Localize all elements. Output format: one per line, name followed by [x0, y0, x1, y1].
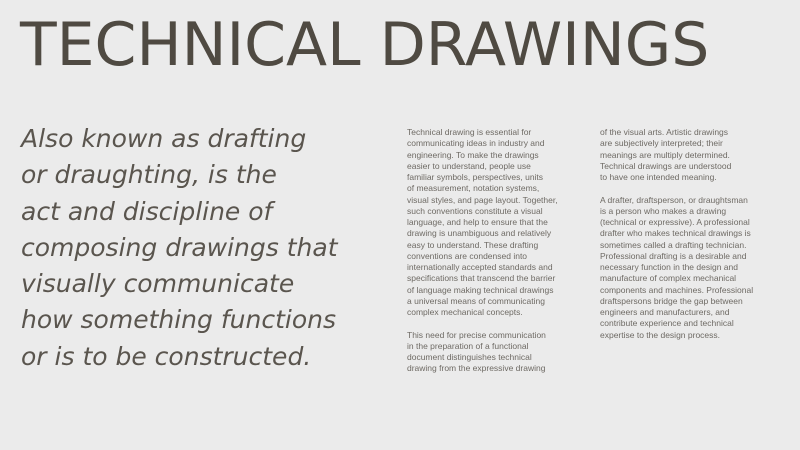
body-line: easy to understand. These drafting — [407, 239, 539, 250]
body-line: drafter who makes technical drawings is — [600, 228, 751, 239]
body-line: internationally accepted standards and — [407, 262, 553, 272]
body-line: is a person who makes a drawing — [600, 205, 727, 216]
lead-line: visually communicate — [21, 269, 295, 299]
body-line: Professional drafting is a desirable and — [600, 250, 747, 261]
body-line: manufacture of complex mechanical — [600, 273, 737, 284]
body-line: Technical drawing is essential for — [407, 127, 532, 137]
body-line: expertise to the design process. — [600, 329, 721, 340]
body-line: language, and help to ensure that the — [407, 217, 548, 227]
body-line: in the preparation of a functional — [407, 340, 529, 351]
body-line: document distinguishes technical — [407, 352, 532, 362]
body-line: of language making technical drawings — [407, 284, 554, 295]
lead-paragraph — [21, 121, 391, 375]
body-line: a universal means of communicating — [407, 295, 545, 306]
lead-line: or is to be constructed. — [21, 341, 312, 371]
body-paragraph — [407, 127, 579, 318]
body-line: of measurement, notation systems, — [407, 183, 540, 194]
lead-line: act and discipline of — [21, 196, 273, 226]
body-line: to have one intended meaning. — [600, 172, 717, 182]
body-line: A drafter, draftsperson, or draughtsman — [600, 194, 748, 205]
body-line: are subjectively interpreted; their — [600, 138, 723, 149]
lead-line: how something functions — [21, 305, 336, 335]
body-line: complex mechanical concepts. — [407, 307, 523, 317]
body-paragraph — [600, 195, 772, 341]
body-line: contribute experience and technical — [600, 318, 734, 329]
body-line: engineering. To make the drawings — [407, 149, 539, 160]
lead-line: Also known as drafting — [21, 124, 307, 153]
body-line: meanings are multiply determined. — [600, 149, 730, 160]
body-line: (technical or expressive). A professional — [600, 217, 750, 227]
body-line: components and machines. Professional — [600, 284, 754, 295]
body-line: of the visual arts. Artistic drawings — [600, 127, 729, 137]
body-line: familiar symbols, perspectives, units — [407, 172, 544, 182]
body-line: Technical drawings are understood — [600, 160, 732, 171]
body-line: drawing is unambiguous and relatively — [407, 228, 552, 239]
body-line: draftspersons bridge the gap between — [600, 295, 743, 306]
body-line: necessary function in the design and — [600, 262, 738, 272]
body-line: This need for precise communication — [407, 329, 546, 340]
lead-line: or draughting, is the — [21, 160, 277, 190]
body-line: specifications that transcend the barrier — [407, 273, 556, 284]
body-line: sometimes called a drafting technician. — [600, 239, 747, 250]
body-line: drawing from the expressive drawing — [407, 363, 546, 374]
body-paragraph — [600, 127, 772, 183]
body-line: visual styles, and page layout. Together, — [407, 194, 558, 205]
page-title: TECHNICAL DRAWINGS — [20, 10, 710, 80]
body-line: such conventions constitute a visual — [407, 205, 543, 216]
body-paragraph — [407, 330, 579, 375]
body-line: communicating ideas in industry and — [407, 138, 545, 149]
body-line: engineers and manufacturers, and — [600, 307, 730, 317]
body-column-1 — [407, 127, 579, 386]
body-column-2 — [600, 127, 772, 352]
body-line: easier to understand, people use — [407, 160, 531, 171]
body-line: conventions are condensed into — [407, 250, 528, 261]
lead-line: composing drawings that — [21, 232, 338, 262]
